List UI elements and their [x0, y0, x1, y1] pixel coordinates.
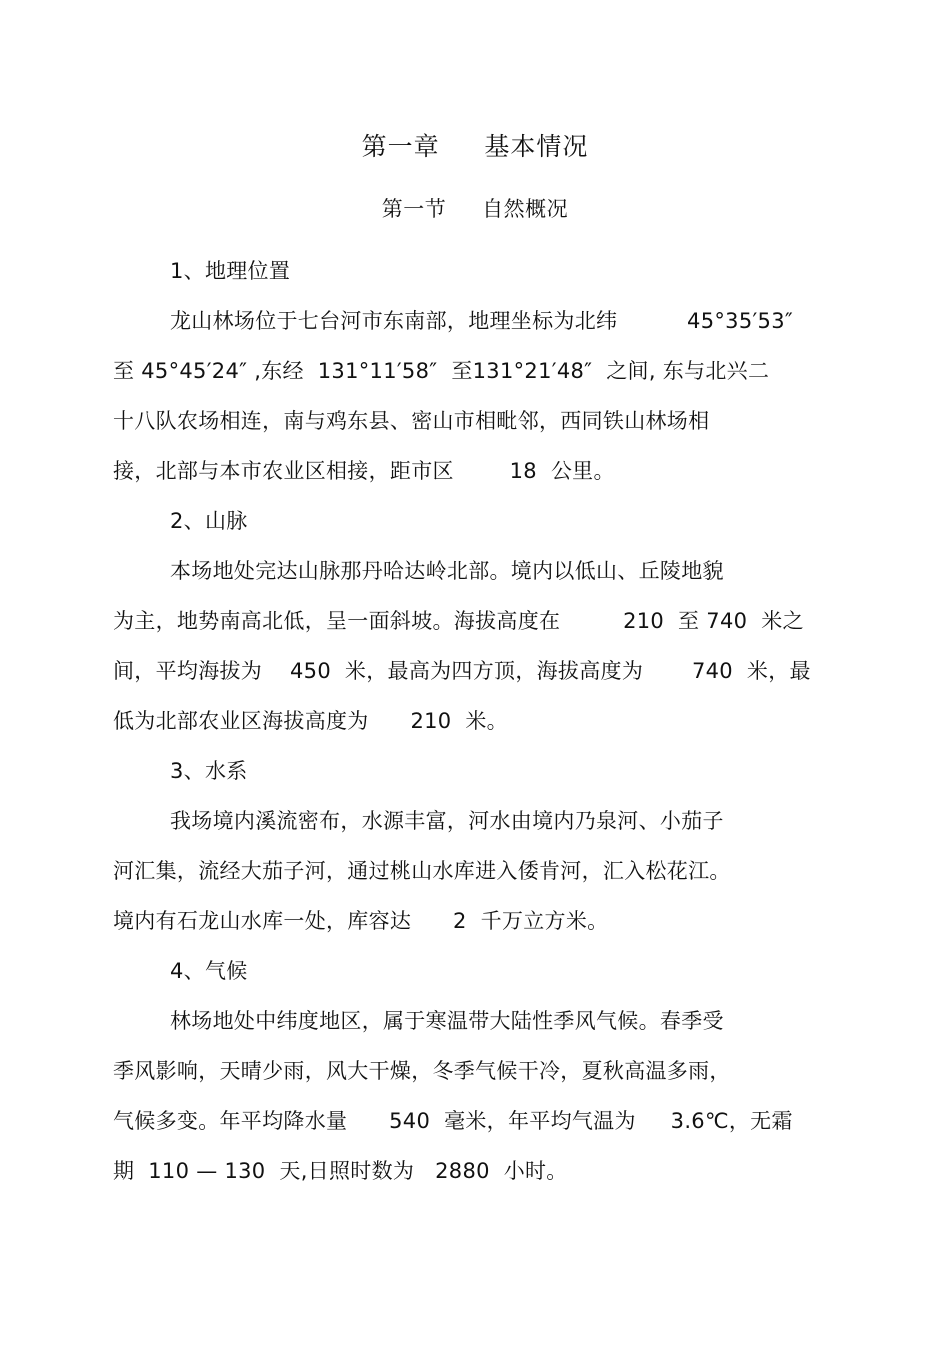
paragraph-line: 至 45°45′24″ ,东经 131°11′58″ 至131°21′48″ 之间, 东与北兴二 [113, 359, 770, 383]
heading-climate: 4、气候 [170, 959, 248, 983]
paragraph-line: 接，北部与本市农业区相接，距市区 18 公里。 [113, 459, 615, 483]
heading-location: 1、地理位置 [170, 259, 291, 283]
paragraph-line: 间，平均海拔为 450 米，最高为四方顶，海拔高度为 740 米，最 [113, 659, 811, 683]
paragraph-line: 河汇集，流经大茄子河，通过桃山水库进入倭肯河，汇入松花江。 [113, 859, 731, 883]
chapter-title: 第一章 基本情况 [361, 132, 589, 161]
paragraph-line: 气候多变。年平均降水量 540 毫米，年平均气温为 3.6℃，无霜 [113, 1109, 793, 1133]
paragraph-line: 林场地处中纬度地区，属于寒温带大陆性季风气候。春季受 [170, 1009, 724, 1033]
paragraph-line: 本场地处完达山脉那丹哈达岭北部。境内以低山、丘陵地貌 [170, 559, 724, 583]
section-title: 第一节 自然概况 [381, 197, 569, 221]
paragraph-line: 十八队农场相连，南与鸡东县、密山市相毗邻，西同铁山林场相 [113, 409, 710, 433]
paragraph-line: 境内有石龙山水库一处，库容达 2 千万立方米。 [113, 909, 609, 933]
heading-mountains: 2、山脉 [170, 509, 248, 533]
paragraph-line: 低为北部农业区海拔高度为 210 米。 [113, 709, 508, 733]
paragraph-line: 我场境内溪流密布，水源丰富，河水由境内乃泉河、小茄子 [170, 809, 724, 833]
paragraph-line: 期 110 — 130 天,日照时数为 2880 小时。 [113, 1159, 568, 1183]
paragraph-line: 为主，地势南高北低，呈一面斜坡。海拔高度在 210 至 740 米之 [113, 609, 804, 633]
heading-water-system: 3、水系 [170, 759, 248, 783]
paragraph-line: 季风影响，天晴少雨，风大干燥，冬季气候干冷，夏秋高温多雨， [113, 1059, 731, 1083]
paragraph-line: 龙山林场位于七台河市东南部，地理坐标为北纬 45°35′53″ [170, 309, 794, 333]
